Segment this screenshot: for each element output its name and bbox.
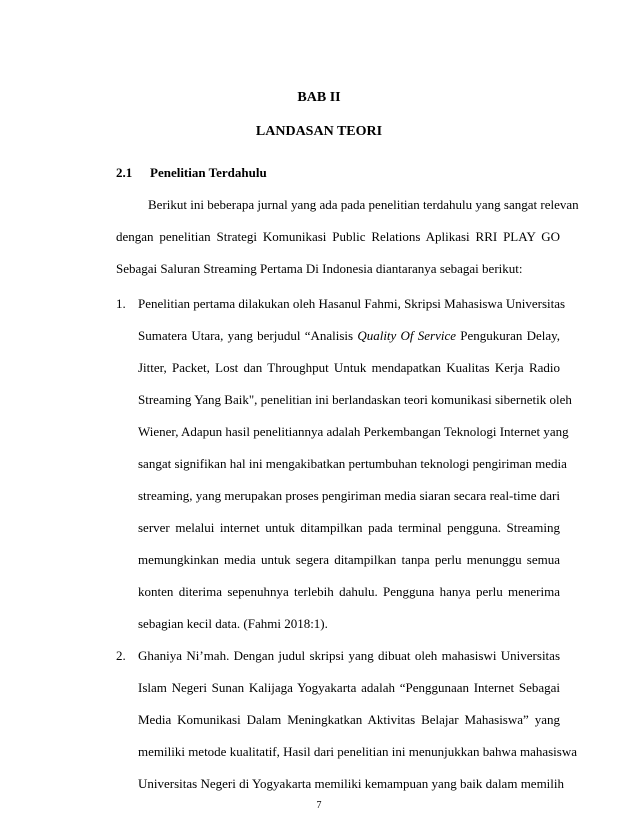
list-item-line: streaming, yang merupakan proses pengiriman media siaran secara real-time dari [138,488,560,503]
list-item-line: sangat signifikan hal ini mengakibatkan pertumbuhan teknologi pengiriman media [138,456,567,471]
list-item-line: Penelitian pertama dilakukan oleh Hasanul Fahmi, Skripsi Mahasiswa Universitas [138,296,566,311]
list-item-line: Streaming Yang Baik", penelitian ini berlandaskan teori komunikasi sibernetik oleh [138,392,572,407]
list-item-text: Pengukuran Delay, [456,328,561,343]
intro-line: Berikut ini beberapa jurnal yang ada pada penelitian terdahulu yang sangat relevan [148,197,579,212]
page-number: 7 [316,800,322,811]
list-item-line: server melalui internet untuk ditampilkan pada terminal pengguna. Streaming [138,520,560,535]
intro-line: dengan penelitian Strategi Komunikasi Public Relations Aplikasi RRI PLAY GO [116,229,560,244]
list-item-line: Universitas Negeri di Yogyakarta memiliki kemampuan yang baik dalam memilih [138,776,565,791]
list-item-line: Ghaniya Ni’mah. Dengan judul skripsi yang dibuat oleh mahasiswi Universitas [138,648,560,663]
list-item-line: Media Komunikasi Dalam Meningkatkan Aktivitas Belajar Mahasiswa” yang [138,712,560,727]
section-number: 2.1 [116,165,133,180]
italic-phrase: Quality Of Service [357,328,457,343]
list-item-text: Sumatera Utara, yang berjudul “Analisis [138,328,358,343]
list-item-line: Islam Negeri Sunan Kalijaga Yogyakarta adalah “Penggunaan Internet Sebagai [138,680,560,695]
intro-line: Sebagai Saluran Streaming Pertama Di Indonesia diantaranya sebagai berikut: [116,261,523,276]
list-item-line: Wiener, Adapun hasil penelitiannya adalah Perkembangan Teknologi Internet yang [138,424,569,439]
list-item-line [138,328,560,344]
list-item-line: konten diterima sepenuhnya terlebih dahulu. Pengguna hanya perlu menerima [138,584,560,599]
list-item-line: memungkinkan media untuk segera ditampilkan tanpa perlu menunggu semua [138,552,560,567]
chapter-title: LANDASAN TEORI [255,124,383,139]
list-item-number: 2. [116,648,126,663]
list-item-line: memiliki metode kualitatif, Hasil dari penelitian ini menunjukkan bahwa mahasiswa [138,744,577,759]
list-item-line: sebagian kecil data. (Fahmi 2018:1). [138,616,328,631]
chapter-label: BAB II [297,90,341,105]
list-item-number: 1. [116,296,126,311]
list-item-line: Jitter, Packet, Lost dan Throughput Untuk mendapatkan Kualitas Kerja Radio [138,360,560,375]
section-title: Penelitian Terdahulu [150,165,267,180]
